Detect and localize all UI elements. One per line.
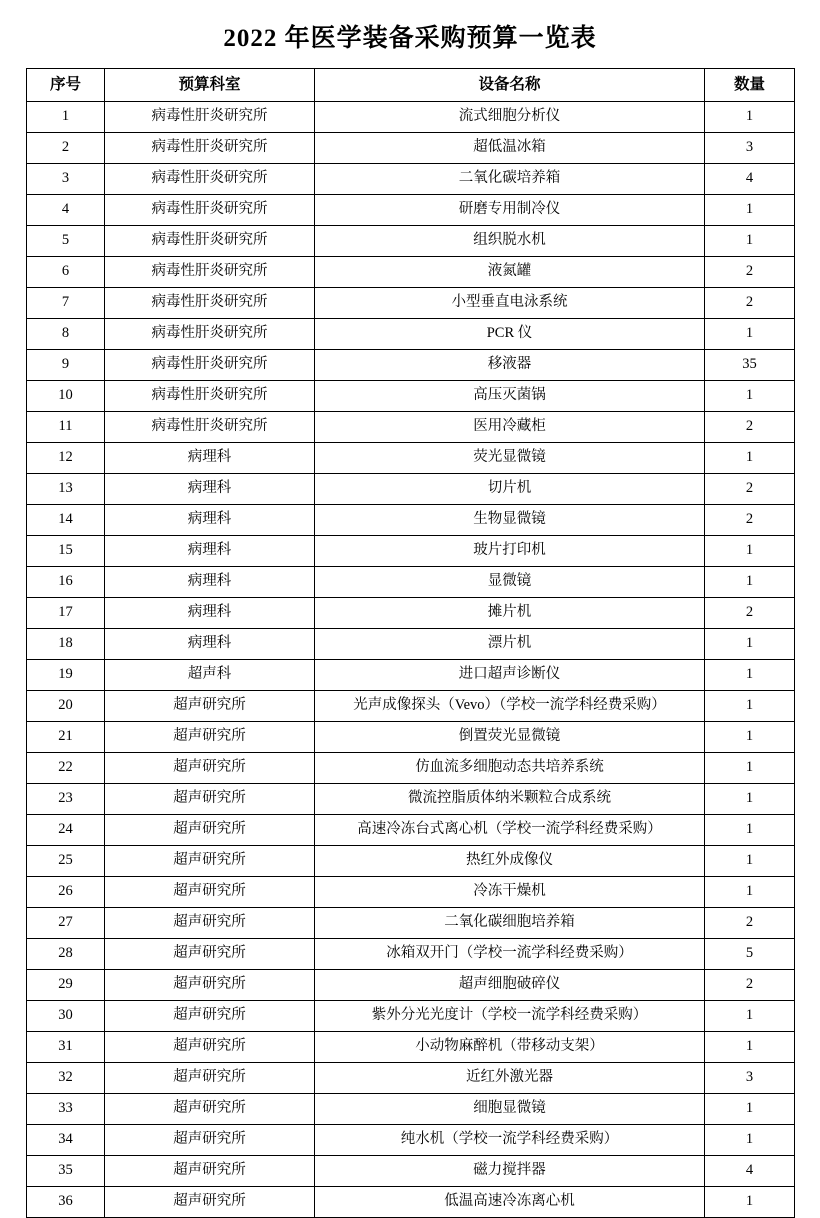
cell-equipment-name: 细胞显微镜 (315, 1094, 705, 1125)
table-row (27, 1156, 795, 1187)
table-row (27, 319, 795, 350)
cell-equipment-name: 研磨专用制冷仪 (315, 195, 705, 226)
cell-department: 病毒性肝炎研究所 (105, 102, 315, 133)
cell-quantity: 1 (705, 753, 795, 784)
table-header (27, 69, 795, 102)
cell-department: 病理科 (105, 474, 315, 505)
cell-equipment-name: 磁力搅拌器 (315, 1156, 705, 1187)
cell-index: 29 (27, 970, 105, 1001)
table-row (27, 1032, 795, 1063)
cell-quantity: 4 (705, 164, 795, 195)
cell-equipment-name: 紫外分光光度计（学校一流学科经费采购） (315, 1001, 705, 1032)
cell-department: 超声研究所 (105, 1001, 315, 1032)
cell-index: 33 (27, 1094, 105, 1125)
table-row (27, 288, 795, 319)
table-row (27, 598, 795, 629)
cell-equipment-name: 显微镜 (315, 567, 705, 598)
table-row (27, 1063, 795, 1094)
page-title: 2022 年医学装备采购预算一览表 (223, 25, 597, 52)
cell-quantity: 5 (705, 939, 795, 970)
cell-equipment-name: 玻片打印机 (315, 536, 705, 567)
cell-quantity: 35 (705, 350, 795, 381)
cell-department: 病毒性肝炎研究所 (105, 412, 315, 443)
cell-index: 35 (27, 1156, 105, 1187)
cell-index: 27 (27, 908, 105, 939)
cell-equipment-name: 仿血流多细胞动态共培养系统 (315, 753, 705, 784)
cell-equipment-name: 倒置荧光显微镜 (315, 722, 705, 753)
cell-index: 7 (27, 288, 105, 319)
cell-quantity: 1 (705, 784, 795, 815)
cell-quantity: 2 (705, 908, 795, 939)
cell-department: 超声研究所 (105, 691, 315, 722)
table-row (27, 660, 795, 691)
cell-department: 病毒性肝炎研究所 (105, 288, 315, 319)
cell-department: 病理科 (105, 598, 315, 629)
cell-quantity: 3 (705, 1063, 795, 1094)
cell-index: 13 (27, 474, 105, 505)
cell-index: 8 (27, 319, 105, 350)
cell-department: 病理科 (105, 505, 315, 536)
cell-department: 超声研究所 (105, 877, 315, 908)
cell-index: 12 (27, 443, 105, 474)
cell-index: 30 (27, 1001, 105, 1032)
cell-equipment-name: 冰箱双开门（学校一流学科经费采购） (315, 939, 705, 970)
cell-equipment-name: 高速冷冻台式离心机（学校一流学科经费采购） (315, 815, 705, 846)
cell-department: 超声研究所 (105, 939, 315, 970)
table-row (27, 536, 795, 567)
cell-equipment-name: 流式细胞分析仪 (315, 102, 705, 133)
cell-index: 34 (27, 1125, 105, 1156)
table-row (27, 505, 795, 536)
table-row (27, 1125, 795, 1156)
cell-department: 病毒性肝炎研究所 (105, 164, 315, 195)
table-row (27, 1094, 795, 1125)
cell-department: 超声研究所 (105, 1187, 315, 1218)
cell-equipment-name: 摊片机 (315, 598, 705, 629)
cell-quantity: 1 (705, 1001, 795, 1032)
table-row (27, 970, 795, 1001)
cell-equipment-name: 纯水机（学校一流学科经费采购） (315, 1125, 705, 1156)
cell-department: 超声研究所 (105, 815, 315, 846)
cell-department: 病毒性肝炎研究所 (105, 350, 315, 381)
cell-department: 病毒性肝炎研究所 (105, 133, 315, 164)
cell-equipment-name: 光声成像探头（Vevo）（学校一流学科经费采购） (315, 691, 705, 722)
cell-quantity: 1 (705, 1187, 795, 1218)
cell-index: 10 (27, 381, 105, 412)
cell-department: 病理科 (105, 536, 315, 567)
table-row (27, 629, 795, 660)
cell-quantity: 2 (705, 598, 795, 629)
cell-quantity: 2 (705, 257, 795, 288)
cell-quantity: 3 (705, 133, 795, 164)
cell-equipment-name: 近红外激光器 (315, 1063, 705, 1094)
cell-index: 11 (27, 412, 105, 443)
cell-quantity: 1 (705, 629, 795, 660)
cell-quantity: 1 (705, 691, 795, 722)
table-body (27, 102, 795, 1218)
cell-equipment-name: 二氧化碳培养箱 (315, 164, 705, 195)
cell-equipment-name: PCR 仪 (315, 319, 705, 350)
table-row (27, 1001, 795, 1032)
table-row (27, 381, 795, 412)
cell-equipment-name: 切片机 (315, 474, 705, 505)
cell-department: 超声研究所 (105, 908, 315, 939)
cell-index: 21 (27, 722, 105, 753)
cell-index: 24 (27, 815, 105, 846)
cell-equipment-name: 液氮罐 (315, 257, 705, 288)
table-row (27, 195, 795, 226)
cell-department: 病理科 (105, 567, 315, 598)
cell-quantity: 2 (705, 288, 795, 319)
cell-quantity: 1 (705, 1032, 795, 1063)
cell-index: 36 (27, 1187, 105, 1218)
cell-quantity: 1 (705, 536, 795, 567)
cell-index: 25 (27, 846, 105, 877)
table-row (27, 226, 795, 257)
cell-department: 病毒性肝炎研究所 (105, 195, 315, 226)
cell-quantity: 2 (705, 505, 795, 536)
cell-quantity: 1 (705, 1125, 795, 1156)
cell-department: 超声研究所 (105, 1063, 315, 1094)
cell-department: 超声研究所 (105, 784, 315, 815)
table-header-row (27, 69, 795, 102)
column-header-index: 序号 (27, 69, 105, 102)
cell-equipment-name: 小动物麻醉机（带移动支架） (315, 1032, 705, 1063)
cell-department: 超声研究所 (105, 1094, 315, 1125)
cell-equipment-name: 小型垂直电泳系统 (315, 288, 705, 319)
table-row (27, 412, 795, 443)
cell-equipment-name: 生物显微镜 (315, 505, 705, 536)
table-row (27, 939, 795, 970)
cell-equipment-name: 热红外成像仪 (315, 846, 705, 877)
cell-index: 15 (27, 536, 105, 567)
cell-department: 超声研究所 (105, 753, 315, 784)
cell-quantity: 1 (705, 877, 795, 908)
cell-department: 超声研究所 (105, 722, 315, 753)
cell-index: 17 (27, 598, 105, 629)
cell-equipment-name: 超低温冰箱 (315, 133, 705, 164)
cell-index: 28 (27, 939, 105, 970)
table-row (27, 691, 795, 722)
cell-index: 5 (27, 226, 105, 257)
cell-department: 病理科 (105, 443, 315, 474)
cell-department: 病毒性肝炎研究所 (105, 257, 315, 288)
document-page (0, 18, 820, 1210)
cell-equipment-name: 进口超声诊断仪 (315, 660, 705, 691)
table-row (27, 815, 795, 846)
cell-index: 18 (27, 629, 105, 660)
table-row (27, 102, 795, 133)
table-row (27, 567, 795, 598)
cell-index: 3 (27, 164, 105, 195)
cell-index: 20 (27, 691, 105, 722)
table-row (27, 753, 795, 784)
table-row (27, 877, 795, 908)
cell-equipment-name: 二氧化碳细胞培养箱 (315, 908, 705, 939)
cell-index: 22 (27, 753, 105, 784)
cell-quantity: 2 (705, 474, 795, 505)
cell-department: 超声研究所 (105, 1125, 315, 1156)
cell-department: 超声研究所 (105, 846, 315, 877)
cell-quantity: 4 (705, 1156, 795, 1187)
cell-quantity: 1 (705, 722, 795, 753)
cell-index: 16 (27, 567, 105, 598)
cell-index: 6 (27, 257, 105, 288)
cell-quantity: 1 (705, 102, 795, 133)
cell-equipment-name: 漂片机 (315, 629, 705, 660)
cell-quantity: 2 (705, 412, 795, 443)
table-row (27, 1187, 795, 1218)
cell-equipment-name: 微流控脂质体纳米颗粒合成系统 (315, 784, 705, 815)
cell-department: 病毒性肝炎研究所 (105, 319, 315, 350)
cell-quantity: 1 (705, 1094, 795, 1125)
cell-equipment-name: 高压灭菌锅 (315, 381, 705, 412)
cell-equipment-name: 超声细胞破碎仪 (315, 970, 705, 1001)
cell-index: 23 (27, 784, 105, 815)
table-row (27, 443, 795, 474)
cell-index: 31 (27, 1032, 105, 1063)
cell-equipment-name: 冷冻干燥机 (315, 877, 705, 908)
cell-index: 19 (27, 660, 105, 691)
cell-quantity: 1 (705, 815, 795, 846)
table-row (27, 257, 795, 288)
table-row (27, 846, 795, 877)
table-row (27, 133, 795, 164)
cell-department: 病毒性肝炎研究所 (105, 381, 315, 412)
cell-department: 超声研究所 (105, 1032, 315, 1063)
cell-index: 1 (27, 102, 105, 133)
table-row (27, 350, 795, 381)
column-header-quantity: 数量 (705, 69, 795, 102)
cell-index: 14 (27, 505, 105, 536)
cell-quantity: 1 (705, 381, 795, 412)
budget-table (26, 68, 795, 1218)
cell-quantity: 1 (705, 660, 795, 691)
cell-quantity: 1 (705, 567, 795, 598)
cell-equipment-name: 低温高速冷冻离心机 (315, 1187, 705, 1218)
table-row (27, 474, 795, 505)
cell-index: 26 (27, 877, 105, 908)
column-header-department: 预算科室 (105, 69, 315, 102)
cell-quantity: 1 (705, 226, 795, 257)
cell-quantity: 1 (705, 195, 795, 226)
cell-department: 超声研究所 (105, 1156, 315, 1187)
cell-department: 病毒性肝炎研究所 (105, 226, 315, 257)
cell-quantity: 1 (705, 319, 795, 350)
table-row (27, 164, 795, 195)
cell-equipment-name: 医用冷藏柜 (315, 412, 705, 443)
cell-quantity: 2 (705, 970, 795, 1001)
cell-department: 病理科 (105, 629, 315, 660)
cell-equipment-name: 移液器 (315, 350, 705, 381)
cell-quantity: 1 (705, 846, 795, 877)
cell-index: 9 (27, 350, 105, 381)
cell-index: 32 (27, 1063, 105, 1094)
cell-quantity: 1 (705, 443, 795, 474)
column-header-equipment-name: 设备名称 (315, 69, 705, 102)
cell-index: 2 (27, 133, 105, 164)
table-row (27, 784, 795, 815)
cell-equipment-name: 荧光显微镜 (315, 443, 705, 474)
table-row (27, 722, 795, 753)
table-row (27, 908, 795, 939)
cell-department: 超声研究所 (105, 970, 315, 1001)
cell-index: 4 (27, 195, 105, 226)
cell-equipment-name: 组织脱水机 (315, 226, 705, 257)
cell-department: 超声科 (105, 660, 315, 691)
